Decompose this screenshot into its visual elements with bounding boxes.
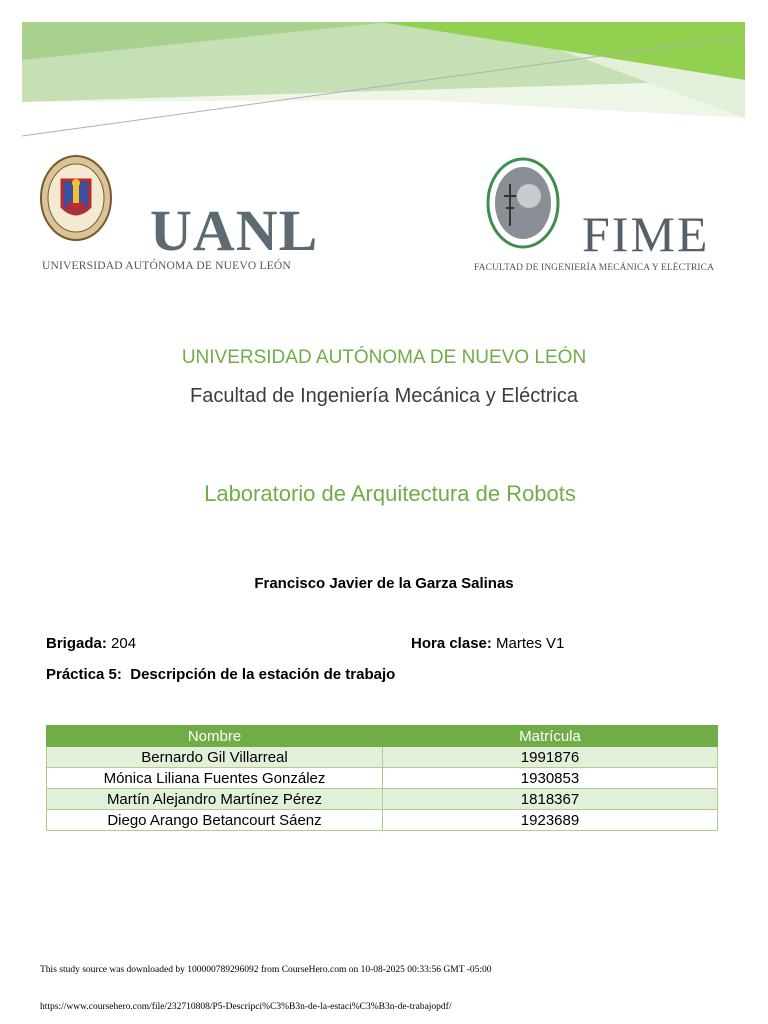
student-name: Mónica Liliana Fuentes González	[47, 768, 383, 789]
student-matricula: 1923689	[383, 810, 718, 831]
students-table	[46, 725, 718, 831]
fime-subtitle: FACULTAD DE INGENIERÍA MECÁNICA Y ELÉCTRICA	[474, 263, 715, 273]
student-matricula: 1991876	[383, 747, 718, 768]
student-matricula: 1930853	[383, 768, 718, 789]
table-row	[47, 810, 718, 831]
table-row	[47, 768, 718, 789]
table-row	[47, 789, 718, 810]
hora-label: Hora clase:	[411, 635, 492, 652]
lab-title: Laboratorio de Arquitectura de Robots	[204, 481, 576, 506]
brigada-label: Brigada:	[46, 635, 107, 652]
uanl-logo	[40, 155, 319, 275]
source-url[interactable]: https://www.coursehero.com/file/232710808/P5-Descripci%C3%B3n-de-la-estaci%C3%B3n-de-trabajopdf/	[40, 1002, 452, 1012]
student-name: Bernardo Gil Villarreal	[47, 747, 383, 768]
uanl-subtitle: UNIVERSIDAD AUTÓNOMA DE NUEVO LEÓN	[42, 260, 291, 272]
student-name: Diego Arango Betancourt Sáenz	[47, 810, 383, 831]
practica-value: Descripción de la estación de trabajo	[130, 666, 396, 683]
student-name: Martín Alejandro Martínez Pérez	[47, 789, 383, 810]
practica-label: Práctica 5:	[46, 666, 122, 683]
hora-line	[411, 635, 564, 652]
brigada-value: 204	[111, 635, 137, 652]
header-matricula: Matrícula	[383, 726, 718, 747]
fime-seal-icon	[486, 156, 560, 250]
header-banner	[0, 0, 768, 145]
uanl-seal-icon	[40, 155, 112, 241]
university-title: UNIVERSIDAD AUTÓNOMA DE NUEVO LEÓN	[181, 347, 587, 368]
author-name: Francisco Javier de la Garza Salinas	[254, 575, 514, 592]
fime-logo	[474, 153, 730, 275]
header-nombre: Nombre	[47, 726, 383, 747]
fime-wordmark: FIME	[582, 206, 710, 262]
table-row	[47, 747, 718, 768]
student-matricula: 1818367	[383, 789, 718, 810]
brigada-line	[46, 635, 136, 652]
practica-line	[46, 666, 395, 683]
table-header-row	[47, 726, 718, 747]
hora-value: Martes V1	[496, 635, 565, 652]
faculty-title: Facultad de Ingeniería Mecánica y Eléctrica	[190, 385, 578, 407]
uanl-wordmark: UANL	[150, 198, 319, 263]
download-note: This study source was downloaded by 100000789296092 from CourseHero.com on 10-08-2025 00:33:56 GMT -05:00	[40, 965, 492, 975]
